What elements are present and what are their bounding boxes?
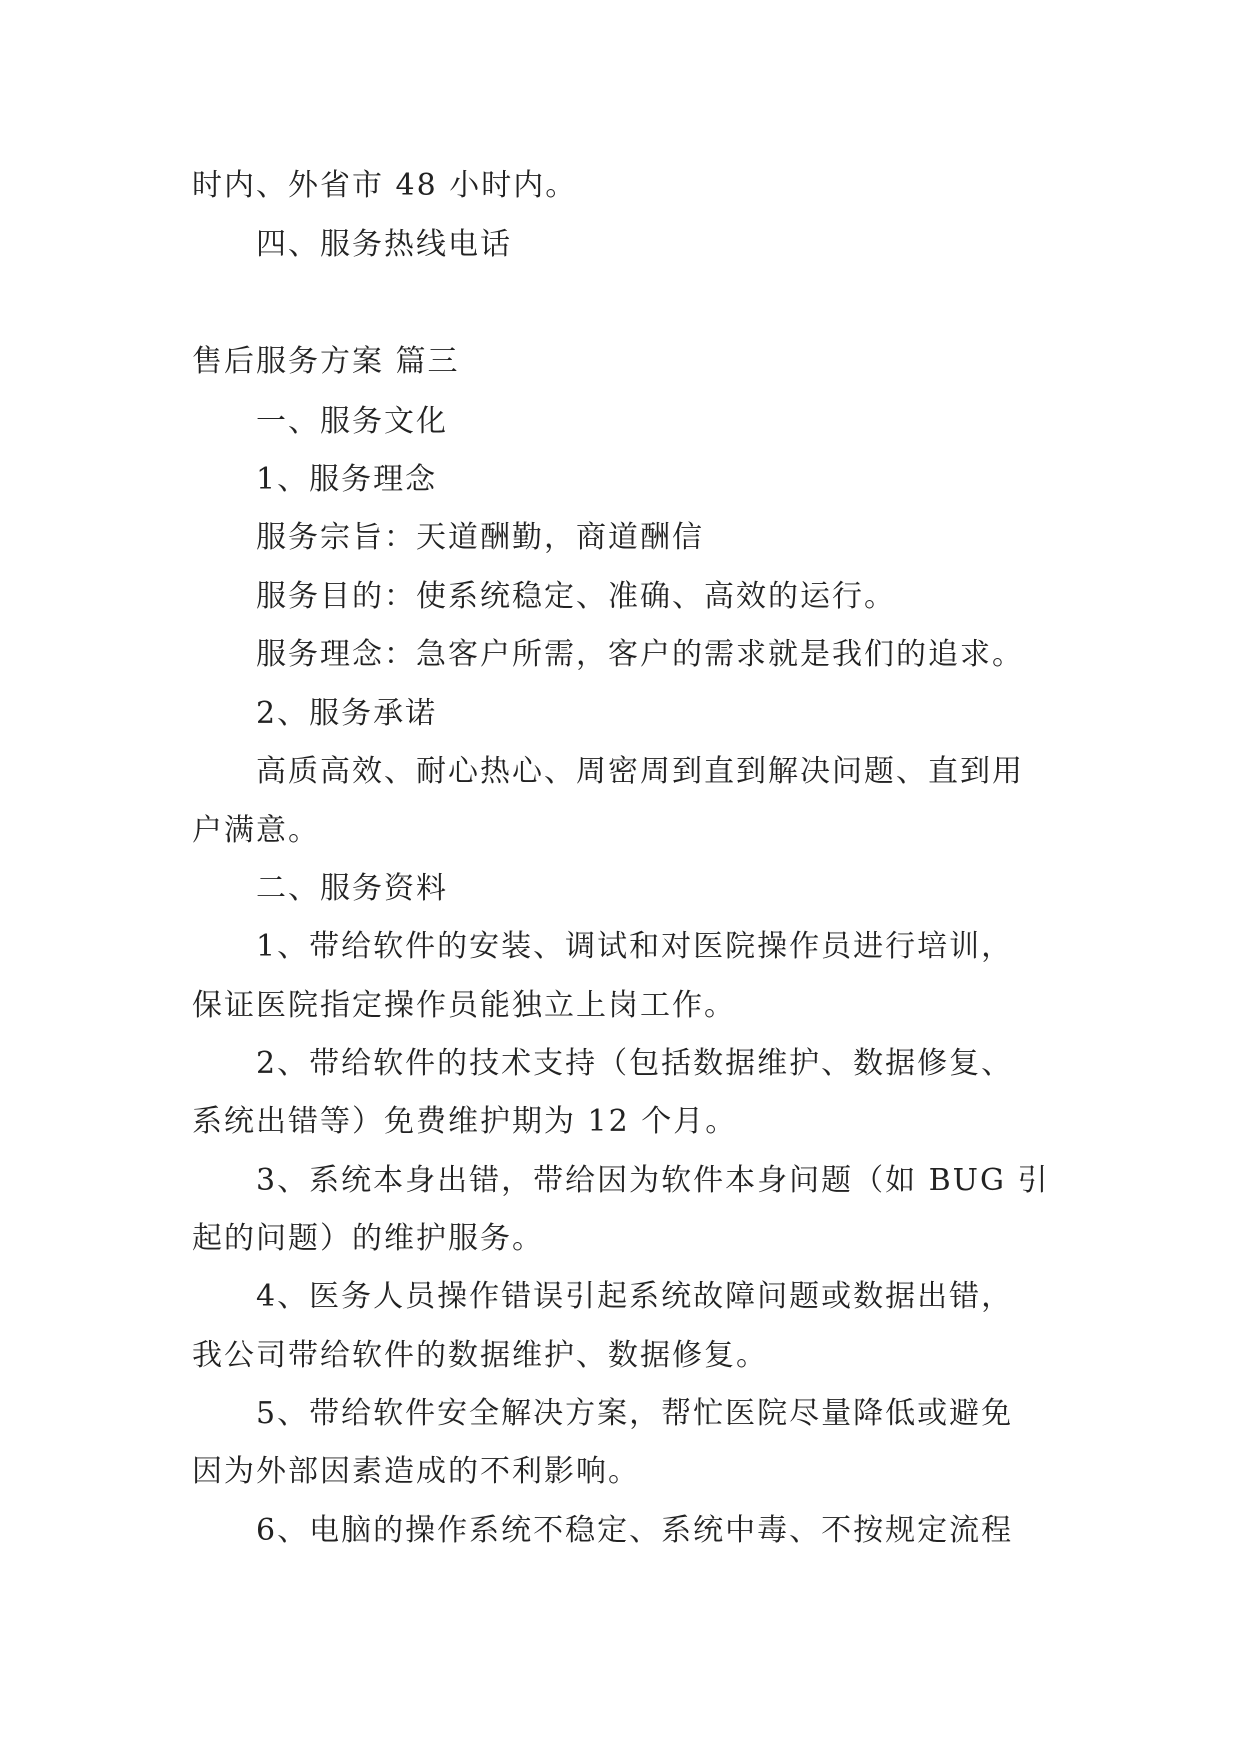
section-heading: 一、服务文化 xyxy=(256,404,448,439)
text-line: 因为外部因素造成的不利影响。 xyxy=(192,1454,640,1489)
text-line: 6、电脑的操作系统不稳定、系统中毒、不按规定流程 xyxy=(256,1513,1014,1548)
text-line: 2、带给软件的技术支持（包括数据维护、数据修复、 xyxy=(256,1046,1014,1081)
article-title: 售后服务方案 篇三 xyxy=(192,344,460,379)
text-line: 3、系统本身出错，带给因为软件本身问题（如 BUG 引 xyxy=(256,1163,1050,1198)
text-line: 保证医院指定操作员能独立上岗工作。 xyxy=(192,988,736,1023)
text-line: 5、带给软件安全解决方案，帮忙医院尽量降低或避免 xyxy=(256,1396,1014,1431)
text-line: 服务理念：急客户所需，客户的需求就是我们的追求。 xyxy=(256,637,1024,672)
text-line: 起的问题）的维护服务。 xyxy=(192,1221,544,1256)
subsection-heading: 1、服务理念 xyxy=(256,462,438,497)
text-line: 我公司带给软件的数据维护、数据修复。 xyxy=(192,1338,768,1373)
subsection-heading: 2、服务承诺 xyxy=(256,696,438,731)
text-line: 服务宗旨：天道酬勤，商道酬信 xyxy=(256,520,704,555)
text-line: 系统出错等）免费维护期为 12 个月。 xyxy=(192,1104,738,1139)
section-heading: 四、服务热线电话 xyxy=(256,227,512,262)
section-heading: 二、服务资料 xyxy=(256,871,448,906)
text-line: 时内、外省市 48 小时内。 xyxy=(192,168,578,203)
text-line: 4、医务人员操作错误引起系统故障问题或数据出错， xyxy=(256,1279,1014,1314)
text-line: 高质高效、耐心热心、周密周到直到解决问题、直到用 xyxy=(256,754,1024,789)
text-line: 服务目的：使系统稳定、准确、高效的运行。 xyxy=(256,579,896,614)
text-line: 1、带给软件的安装、调试和对医院操作员进行培训， xyxy=(256,929,1014,964)
text-line: 户满意。 xyxy=(192,813,320,848)
